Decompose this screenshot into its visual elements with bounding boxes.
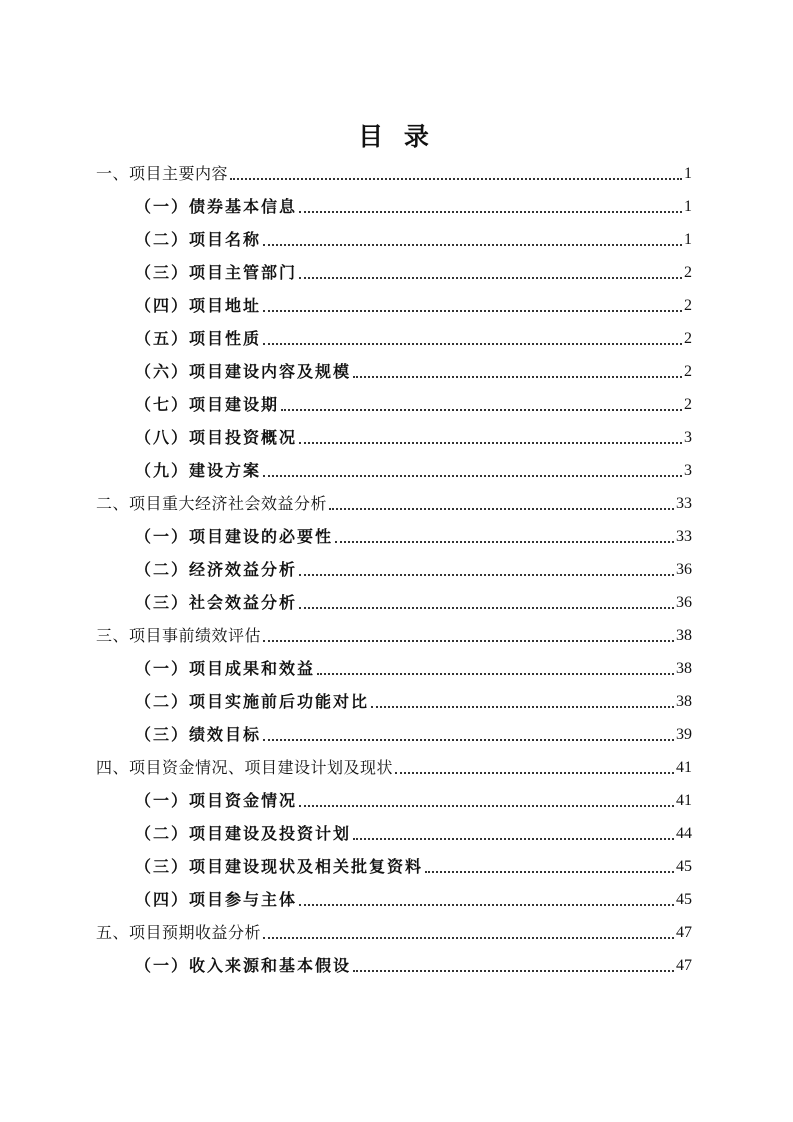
toc-entry-level2[interactable]	[135, 588, 692, 614]
toc-entry-level2[interactable]	[135, 687, 692, 713]
toc-page-number: 39	[676, 726, 692, 743]
toc-page-number: 45	[676, 891, 692, 908]
toc-page-number: 1	[684, 198, 692, 215]
dot-leader	[281, 409, 682, 411]
dot-leader	[299, 805, 674, 807]
toc-entry-label: 一、项目主要内容	[96, 164, 229, 183]
toc-entry-label: （九）建设方案	[135, 461, 262, 480]
toc-entry-label: 五、项目预期收益分析	[96, 923, 262, 942]
toc-page-number: 38	[676, 660, 692, 677]
toc-entry-label: （二）项目实施前后功能对比	[135, 692, 370, 711]
toc-entry-label: （七）项目建设期	[135, 395, 280, 414]
toc-entry-level1[interactable]	[96, 918, 692, 944]
toc-entry-label: （一）债券基本信息	[135, 197, 298, 216]
dot-leader	[299, 277, 682, 279]
toc-entry-level1[interactable]	[96, 753, 692, 779]
toc-entry-level2[interactable]	[135, 852, 692, 878]
dot-leader	[299, 211, 682, 213]
dot-leader	[263, 244, 682, 246]
toc-page-number: 2	[684, 396, 692, 413]
dot-leader	[353, 838, 674, 840]
dot-leader	[371, 706, 674, 708]
toc-page-number: 36	[676, 561, 692, 578]
toc-entry-label: （一）项目建设的必要性	[135, 527, 334, 546]
toc-title: 目 录	[358, 122, 435, 151]
toc-entry-label: （一）项目资金情况	[135, 791, 298, 810]
toc-entry-label: （四）项目地址	[135, 296, 262, 315]
toc-entry-label: （二）经济效益分析	[135, 560, 298, 579]
toc-page-number: 2	[684, 297, 692, 314]
dot-leader	[263, 640, 674, 642]
toc-entry-level2[interactable]	[135, 819, 692, 845]
toc-entry-level2[interactable]	[135, 654, 692, 680]
toc-page-number: 47	[676, 957, 692, 974]
toc-entry-level2[interactable]	[135, 720, 692, 746]
toc-entry-level1[interactable]	[96, 159, 692, 185]
toc-entry-label: （四）项目参与主体	[135, 890, 298, 909]
dot-leader	[230, 178, 682, 180]
toc-entry-level2[interactable]	[135, 885, 692, 911]
dot-leader	[395, 772, 674, 774]
toc-entry-label: 二、项目重大经济社会效益分析	[96, 494, 328, 513]
dot-leader	[353, 970, 674, 972]
toc-entry-label: （二）项目名称	[135, 230, 262, 249]
toc-entry-label: （三）社会效益分析	[135, 593, 298, 612]
toc-page-number: 1	[684, 165, 692, 182]
toc-page-number: 45	[676, 858, 692, 875]
dot-leader	[299, 574, 674, 576]
dot-leader	[263, 937, 674, 939]
dot-leader	[329, 508, 674, 510]
toc-page-number: 33	[676, 495, 692, 512]
toc-entry-label: （二）项目建设及投资计划	[135, 824, 352, 843]
toc-page-number: 2	[684, 264, 692, 281]
toc-entry-level2[interactable]	[135, 423, 692, 449]
toc-page-number: 47	[676, 924, 692, 941]
toc-page-number: 41	[676, 759, 692, 776]
toc-page-number: 3	[684, 429, 692, 446]
dot-leader	[263, 475, 682, 477]
toc-entry-label: （三）绩效目标	[135, 725, 262, 744]
toc-entry-label: 四、项目资金情况、项目建设计划及现状	[96, 758, 394, 777]
toc-page-number: 33	[676, 528, 692, 545]
dot-leader	[299, 904, 674, 906]
toc-entry-label: （六）项目建设内容及规模	[135, 362, 352, 381]
dot-leader	[263, 310, 682, 312]
toc-entry-label: （三）项目主管部门	[135, 263, 298, 282]
toc-page-number: 3	[684, 462, 692, 479]
toc-entry-level2[interactable]	[135, 555, 692, 581]
toc-page-number: 38	[676, 627, 692, 644]
toc-entry-level1[interactable]	[96, 489, 692, 515]
dot-leader	[299, 442, 682, 444]
toc-entry-level2[interactable]	[135, 291, 692, 317]
toc-entry-level2[interactable]	[135, 192, 692, 218]
toc-entry-label: （一）收入来源和基本假设	[135, 956, 352, 975]
toc-entry-level2[interactable]	[135, 456, 692, 482]
dot-leader	[263, 343, 682, 345]
toc-entry-level2[interactable]	[135, 786, 692, 812]
dot-leader	[353, 376, 682, 378]
toc-page-number: 41	[676, 792, 692, 809]
toc-page-number: 44	[676, 825, 692, 842]
toc-entry-level2[interactable]	[135, 225, 692, 251]
toc-entry-level2[interactable]	[135, 324, 692, 350]
toc-page-number: 2	[684, 363, 692, 380]
dot-leader	[317, 673, 674, 675]
toc-entry-level2[interactable]	[135, 522, 692, 548]
toc-page-number: 36	[676, 594, 692, 611]
dot-leader	[335, 541, 674, 543]
toc-entry-level2[interactable]	[135, 357, 692, 383]
dot-leader	[425, 871, 674, 873]
toc-entry-level2[interactable]	[135, 390, 692, 416]
toc-entry-label: 三、项目事前绩效评估	[96, 626, 262, 645]
toc-entry-label: （三）项目建设现状及相关批复资料	[135, 857, 424, 876]
dot-leader	[263, 739, 674, 741]
dot-leader	[299, 607, 674, 609]
toc-entry-label: （八）项目投资概况	[135, 428, 298, 447]
toc-page-number: 2	[684, 330, 692, 347]
toc-entry-level2[interactable]	[135, 258, 692, 284]
toc-entry-level2[interactable]	[135, 951, 692, 977]
toc-entry-label: （五）项目性质	[135, 329, 262, 348]
toc-entry-level1[interactable]	[96, 621, 692, 647]
toc-page-number: 38	[676, 693, 692, 710]
toc-page-number: 1	[684, 231, 692, 248]
toc-entry-label: （一）项目成果和效益	[135, 659, 316, 678]
